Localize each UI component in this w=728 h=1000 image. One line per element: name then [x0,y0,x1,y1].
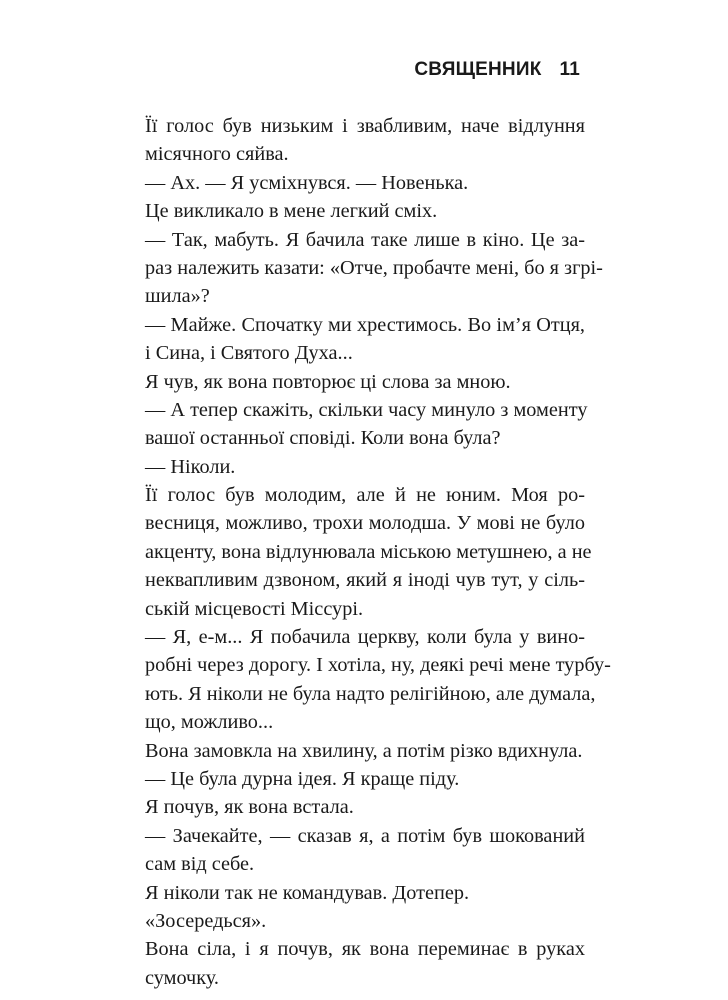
text-line: — Ніколи. [145,455,236,478]
text-line: — Зачекайте, — сказав я, а потім був шокований [145,824,585,847]
text-line: Вона замовкла на хвилину, а потім різко вдихнула. [145,739,583,762]
text-line: Я ніколи так не командував. Дотепер. [145,881,470,904]
text-line: ській місцевості Міссурі. [145,597,364,620]
text-line: і Сина, і Святого Духа... [145,342,353,365]
text-line: що, можливо... [145,711,274,734]
text-line: — Це була дурна ідея. Я краще піду. [145,767,460,790]
text-line: місячного сяйва. [145,143,289,166]
text-line: раз належить казати: «Отче, пробачте мені, бо я згрі- [145,256,603,279]
text-line: — Так, мабуть. Я бачила таке лише в кіно. Це за- [145,228,585,251]
text-line: Її голос був молодим, але й не юним. Моя ро- [145,484,585,507]
chapter-title: СВЯЩЕННИК [414,59,542,80]
text-line: робні через дорогу. І хотіла, ну, деякі речі мене турбу- [145,654,611,677]
page-number: 11 [559,59,580,80]
text-line: — Я, е-м... Я побачила церкву, коли була у вино- [145,626,585,649]
text-line: Вона сіла, і я почув, як вона переминає в руках [145,938,585,961]
text-line: — Майже. Спочатку ми хрестимось. Во ім’я Отця, [145,313,585,336]
text-line: Я почув, як вона встала. [145,796,354,819]
text-line: сумочку. [145,966,220,989]
text-line: сам від себе. [145,853,255,876]
text-line: — Ах. — Я усміхнувся. — Новенька. [145,171,469,194]
text-line: неквапливим дзвоном, який я іноді чув тут, у сіль- [145,569,585,592]
text-line: ють. Я ніколи не була надто релігійною, але думала, [145,682,596,705]
text-line: Її голос був низьким і звабливим, наче відлуння [145,115,585,137]
text-line: — А тепер скажіть, скільки часу минуло з моменту [145,398,588,421]
text-line: Я чув, як вона повторює ці слова за мною. [145,370,511,393]
text-line: Це викликало в мене легкий сміх. [145,200,438,223]
text-line: «Зосередься». [145,909,267,932]
text-line: весниця, можливо, трохи молодша. У мові не було [145,512,585,535]
running-head [414,59,580,81]
body-text [145,112,611,992]
text-line: акценту, вона відлунювала міською метушнею, а не [145,540,592,563]
text-line: шила»? [145,285,210,308]
text-line: вашої останньої сповіді. Коли вона була? [145,427,501,450]
